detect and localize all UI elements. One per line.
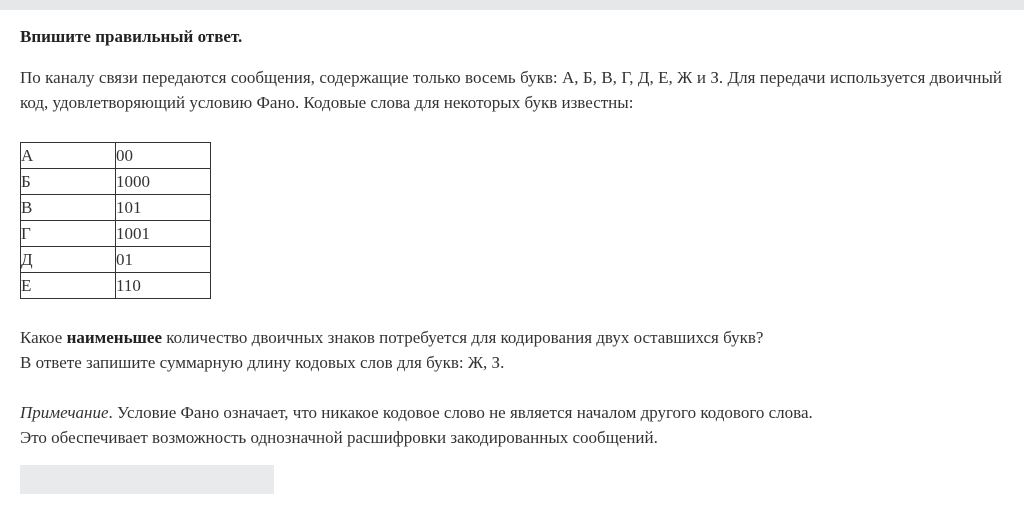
code-cell: 1001 <box>116 221 211 247</box>
letter-cell: А <box>21 143 116 169</box>
question-answer-format: В ответе запишите суммарную длину кодовых слов для букв: Ж, З. <box>20 353 505 372</box>
code-cell: 1000 <box>116 169 211 195</box>
table-row <box>21 221 211 247</box>
answer-input[interactable] <box>20 465 274 494</box>
note-label: Примечание <box>20 403 109 422</box>
code-cell: 110 <box>116 273 211 299</box>
code-cell: 01 <box>116 247 211 273</box>
code-cell: 101 <box>116 195 211 221</box>
letter-cell: Г <box>21 221 116 247</box>
letter-cell: В <box>21 195 116 221</box>
question-text <box>20 325 1002 375</box>
table-row <box>21 273 211 299</box>
task-content <box>20 26 1002 450</box>
letter-cell: Б <box>21 169 116 195</box>
task-instruction: Впишите правильный ответ. <box>20 27 243 46</box>
table-row <box>21 247 211 273</box>
letter-cell: Д <box>21 247 116 273</box>
question-suffix: количество двоичных знаков потребуется для кодирования двух оставшихся букв? <box>162 328 764 347</box>
table-row <box>21 169 211 195</box>
problem-text: По каналу связи передаются сообщения, содержащие только восемь букв: А, Б, В, Г, Д, Е, Ж и З. Для передачи используется двоичный код, удовлетворяющий условию Фано. Кодовые слова для некоторых букв известны: <box>20 68 1002 112</box>
table-row <box>21 195 211 221</box>
question-emphasis: наименьшее <box>66 328 163 347</box>
note-line2: Это обеспечивает возможность однозначной расшифровки закодированных сообщений. <box>20 428 658 447</box>
note-text <box>20 400 1002 450</box>
table-row <box>21 143 211 169</box>
top-bar <box>0 0 1024 10</box>
code-table <box>20 142 211 299</box>
letter-cell: Е <box>21 273 116 299</box>
note-body: . Условие Фано означает, что никакое кодовое слово не является началом другого кодового слова. <box>108 403 813 422</box>
code-cell: 00 <box>116 143 211 169</box>
question-prefix: Какое <box>20 328 67 347</box>
